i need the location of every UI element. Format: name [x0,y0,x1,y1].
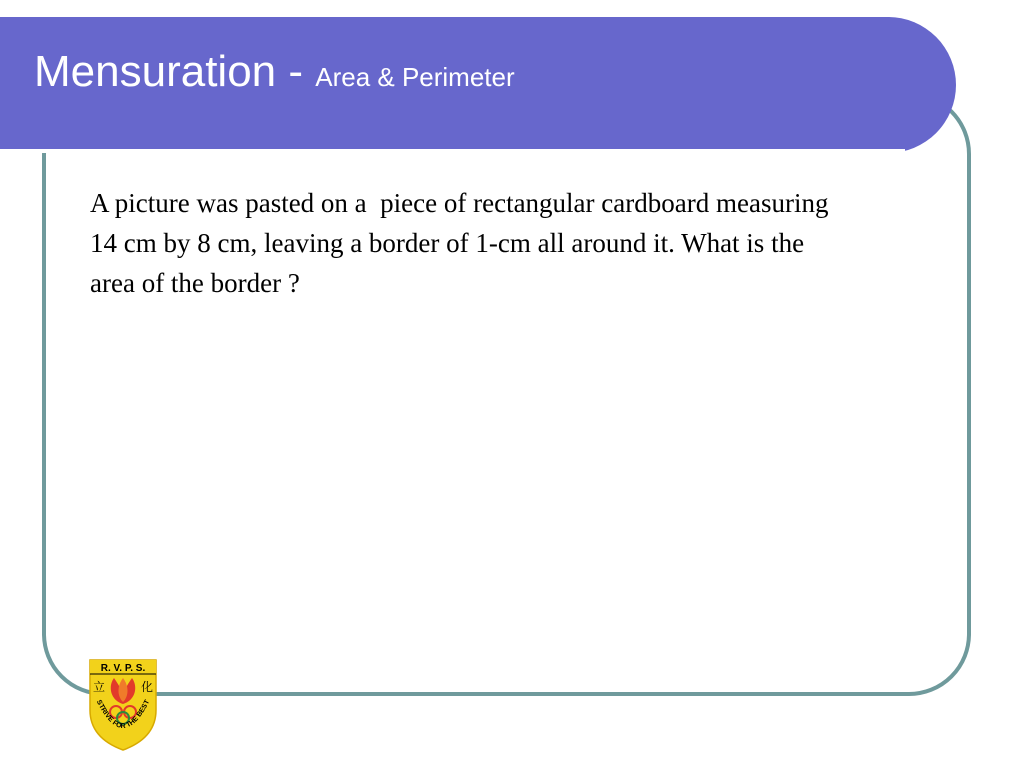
school-logo [88,658,158,752]
title-subtitle: Area & Perimeter [315,62,515,92]
problem-text: A picture was pasted on a piece of rectangular cardboard measuring 14 cm by 8 cm, leaving a border of 1-cm all around it. What is the area of the border ? [90,188,836,298]
logo-motto: STRIVE FOR THE BEST [94,698,152,731]
logo-char-left: 立 [92,680,106,694]
title-underline [0,149,905,153]
title-main: Mensuration - [34,47,316,96]
slide-title [34,47,515,96]
logo-school-name: R. V. P. S. [100,663,146,674]
logo-char-right: 化 [140,680,154,694]
